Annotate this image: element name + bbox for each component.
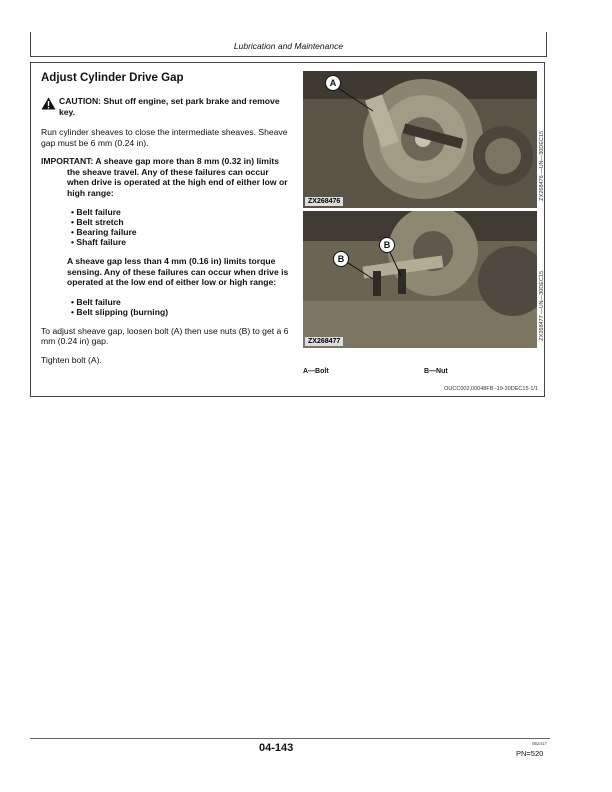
sheave-photo-illustration [303, 71, 537, 208]
list-item: • Bearing failure [71, 227, 289, 237]
nut-photo-illustration [303, 211, 537, 348]
legend-bolt: A—Bolt [303, 368, 329, 375]
reference-code: OUCC002,00048FB -19-30DEC15-1/1 [444, 386, 538, 392]
photo-sheave-bolt [303, 71, 537, 208]
callout-b: B [333, 251, 349, 267]
photo-code: ZX268476 [305, 197, 343, 206]
failure-list-low [41, 297, 289, 317]
callout-b: B [379, 237, 395, 253]
warning-triangle-icon [41, 97, 56, 110]
photo-sheave-nuts [303, 211, 537, 348]
photo-code: ZX268477 [305, 337, 343, 346]
section-text [41, 71, 289, 373]
page-number: 04-143 [259, 742, 294, 754]
list-item: • Belt failure [71, 207, 289, 217]
list-item: • Belt stretch [71, 217, 289, 227]
date-code: 062417 [532, 741, 548, 746]
section-title: Adjust Cylinder Drive Gap [41, 72, 184, 84]
list-item: • Shaft failure [71, 237, 289, 247]
adjust-step: To adjust sheave gap, loosen bolt (A) then use nuts (B) to get a 6 mm (0.24 in) gap. [41, 325, 289, 346]
list-item: • Belt slipping (burning) [71, 307, 289, 317]
tighten-step: Tighten bolt (A). [41, 354, 102, 365]
important-note-low: A sheave gap less than 4 mm (0.16 in) limits torque sensing. Any of these failures can occur when drive is operated at the low end of either low or high range: [67, 256, 289, 287]
header-title: Lubrication and Maintenance [233, 41, 344, 51]
caution-note [41, 96, 289, 117]
side-code: ZX268476 —UN—30DEC15 [539, 131, 545, 201]
important-note: IMPORTANT: A sheave gap more than 8 mm (0.32 in) limits the sheave travel. Any of these failures can occur when drive is operated at the high end of either low or high range: [41, 156, 288, 198]
callout-a: A [325, 75, 341, 91]
side-code: ZX268477 —UN—30DEC15 [539, 271, 545, 341]
footer-divider [30, 738, 550, 739]
intro-paragraph: Run cylinder sheaves to close the intermediate sheaves. Sheave gap must be 6 mm (0.24 in). [41, 127, 288, 148]
pn-number: PN=520 [516, 749, 544, 758]
legend-nut: B—Nut [424, 368, 448, 375]
failure-list-high [41, 207, 289, 247]
section-box [30, 62, 545, 397]
caution-text: CAUTION: Shut off engine, set park brake and remove key. [59, 96, 280, 117]
page-header [30, 32, 547, 57]
list-item: • Belt failure [71, 297, 289, 307]
